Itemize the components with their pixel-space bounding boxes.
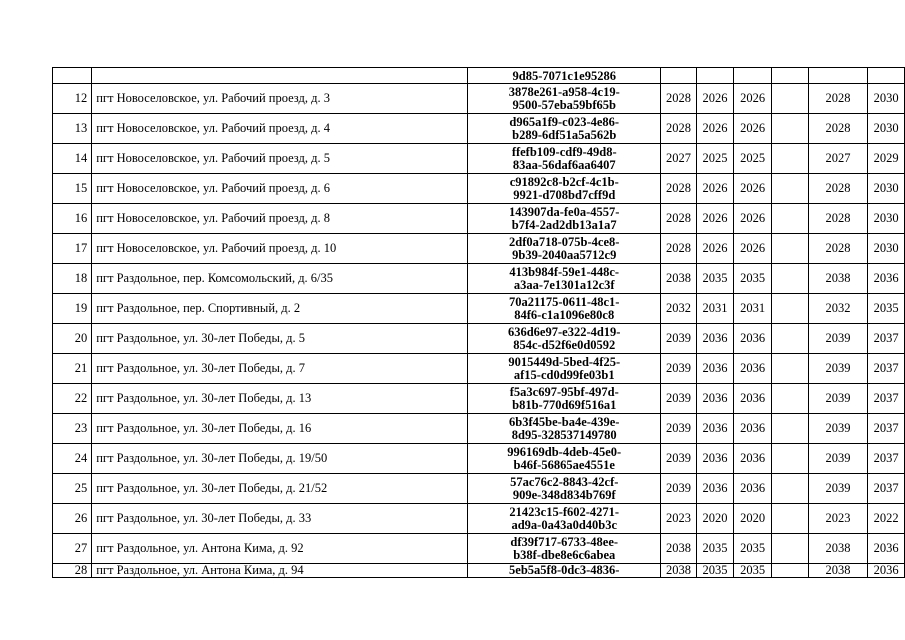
address-cell: пгт Новоселовское, ул. Рабочий проезд, д. 8 [92, 204, 468, 234]
year-cell: 2036 [696, 414, 734, 444]
guid-line-1: 57ac76c2-8843-42cf- [510, 474, 619, 489]
guid-line-2: b46f-56865ae4551e [513, 457, 615, 472]
year-cell: 2036 [868, 264, 905, 294]
guid-cell [468, 234, 661, 264]
row-number-cell: 24 [53, 444, 92, 474]
year-cell [771, 324, 808, 354]
guid-cell [468, 444, 661, 474]
address-cell: пгт Раздольное, ул. Антона Кима, д. 92 [92, 534, 468, 564]
table-row [53, 294, 905, 324]
year-cell: 2035 [868, 294, 905, 324]
year-cell: 2028 [808, 234, 868, 264]
year-cell: 2039 [661, 414, 697, 444]
guid-line-1: c91892c8-b2cf-4c1b- [509, 174, 619, 189]
address-cell: пгт Раздольное, пер. Комсомольский, д. 6/35 [92, 264, 468, 294]
row-number-cell: 25 [53, 474, 92, 504]
guid-line-1: 143907da-fe0a-4557- [509, 204, 620, 219]
address-cell: пгт Новоселовское, ул. Рабочий проезд, д. 4 [92, 114, 468, 144]
guid-line-1: 636d6e97-e322-4d19- [507, 324, 621, 339]
address-cell: пгт Новоселовское, ул. Рабочий проезд, д. 10 [92, 234, 468, 264]
year-cell: 2026 [696, 114, 734, 144]
year-cell: 2036 [696, 474, 734, 504]
year-cell: 2036 [868, 534, 905, 564]
year-cell: 2039 [808, 444, 868, 474]
guid-line-1: 996169db-4deb-45e0- [507, 444, 622, 459]
address-cell: пгт Раздольное, ул. 30-лет Победы, д. 16 [92, 414, 468, 444]
row-number-cell: 13 [53, 114, 92, 144]
year-cell [661, 68, 697, 84]
table-row [53, 114, 905, 144]
year-cell: 2030 [868, 84, 905, 114]
address-cell: пгт Новоселовское, ул. Рабочий проезд, д. 6 [92, 174, 468, 204]
address-cell: пгт Раздольное, ул. 30-лет Победы, д. 33 [92, 504, 468, 534]
year-cell: 2026 [696, 234, 734, 264]
year-cell: 2026 [734, 234, 772, 264]
guid-line-2: 84f6-c1a1096e80c8 [514, 307, 615, 322]
guid-line-2: a3aa-7e1301a12c3f [513, 277, 615, 292]
year-cell: 2027 [661, 144, 697, 174]
row-number-cell: 21 [53, 354, 92, 384]
guid-line-1: 6b3f45be-ba4e-439e- [509, 414, 620, 429]
table-row [53, 84, 905, 114]
year-cell: 2028 [661, 204, 697, 234]
year-cell [771, 384, 808, 414]
address-cell: пгт Новоселовское, ул. Рабочий проезд, д. 3 [92, 84, 468, 114]
year-cell [771, 204, 808, 234]
year-cell: 2036 [696, 384, 734, 414]
year-cell: 2037 [868, 474, 905, 504]
year-cell: 2023 [661, 504, 697, 534]
guid-cell [468, 294, 661, 324]
row-number-cell [53, 68, 92, 84]
year-cell [771, 534, 808, 564]
year-cell: 2036 [734, 414, 772, 444]
guid-line-2: ad9a-0a43a0d40b3c [511, 517, 618, 532]
row-number-cell: 19 [53, 294, 92, 324]
table-row [53, 204, 905, 234]
year-cell: 2035 [734, 534, 772, 564]
year-cell: 2035 [734, 564, 772, 578]
year-cell: 2026 [696, 174, 734, 204]
year-cell: 2036 [868, 564, 905, 578]
address-cell: пгт Раздольное, ул. 30-лет Победы, д. 21/52 [92, 474, 468, 504]
year-cell: 2030 [868, 234, 905, 264]
row-number-cell: 15 [53, 174, 92, 204]
document-table [52, 67, 905, 578]
table-row [53, 234, 905, 264]
year-cell: 2032 [661, 294, 697, 324]
guid-line-1: 21423c15-f602-4271- [509, 504, 620, 519]
year-cell: 2031 [696, 294, 734, 324]
guid-line-2: b289-6df51a5a562b [512, 127, 617, 142]
guid-cell: 9d85-7071c1e95286 [468, 68, 661, 84]
year-cell: 2037 [868, 324, 905, 354]
year-cell: 2028 [808, 114, 868, 144]
year-cell: 2038 [808, 264, 868, 294]
guid-cell [468, 324, 661, 354]
year-cell [771, 264, 808, 294]
guid-line-1: f5a3c697-95bf-497d- [509, 384, 619, 399]
year-cell: 2028 [808, 174, 868, 204]
table-row [53, 144, 905, 174]
address-cell: пгт Раздольное, ул. 30-лет Победы, д. 19/50 [92, 444, 468, 474]
year-cell: 2039 [808, 384, 868, 414]
table-row-continued [53, 68, 905, 84]
year-cell: 2038 [808, 534, 868, 564]
year-cell: 2037 [868, 414, 905, 444]
year-cell: 2026 [696, 84, 734, 114]
year-cell: 2028 [661, 234, 697, 264]
row-number-cell: 16 [53, 204, 92, 234]
year-cell: 2036 [696, 444, 734, 474]
guid-line-1: 413b984f-59e1-448c- [509, 264, 620, 279]
year-cell: 2028 [661, 174, 697, 204]
guid-cell [468, 264, 661, 294]
table-row [53, 534, 905, 564]
guid-line-1: 2df0a718-075b-4ce8- [509, 234, 620, 249]
guid-line-1: 70a21175-0611-48c1- [509, 294, 620, 309]
address-cell: пгт Новоселовское, ул. Рабочий проезд, д. 5 [92, 144, 468, 174]
guid-cell [468, 354, 661, 384]
year-cell [771, 234, 808, 264]
year-cell [771, 474, 808, 504]
year-cell [771, 144, 808, 174]
guid-line-2: b81b-770d69f516a1 [512, 397, 617, 412]
year-cell [734, 68, 772, 84]
year-cell [771, 504, 808, 534]
row-number-cell: 28 [53, 564, 92, 578]
year-cell: 2036 [734, 474, 772, 504]
year-cell: 2039 [661, 474, 697, 504]
year-cell [771, 174, 808, 204]
guid-line-2: 854c-d52f6e0d0592 [513, 337, 616, 352]
year-cell: 2037 [868, 444, 905, 474]
year-cell: 2035 [696, 564, 734, 578]
year-cell: 2020 [734, 504, 772, 534]
year-cell: 2028 [808, 204, 868, 234]
year-cell: 2026 [734, 84, 772, 114]
table-row [53, 504, 905, 534]
table-row [53, 564, 905, 578]
year-cell: 2037 [868, 384, 905, 414]
year-cell: 2035 [696, 264, 734, 294]
year-cell [696, 68, 734, 84]
year-cell: 2026 [734, 114, 772, 144]
year-cell: 2039 [808, 324, 868, 354]
year-cell [771, 68, 808, 84]
row-number-cell: 27 [53, 534, 92, 564]
address-cell [92, 68, 468, 84]
guid-cell [468, 204, 661, 234]
year-cell: 2025 [734, 144, 772, 174]
year-cell: 2028 [661, 114, 697, 144]
year-cell: 2020 [696, 504, 734, 534]
guid-line-2: 9921-d708bd7cff9d [513, 187, 616, 202]
address-cell: пгт Раздольное, ул. 30-лет Победы, д. 5 [92, 324, 468, 354]
year-cell [771, 414, 808, 444]
year-cell: 2031 [734, 294, 772, 324]
guid-line-1: 5eb5a5f8-0dc3-4836- [509, 563, 620, 577]
table-row [53, 414, 905, 444]
year-cell: 2025 [696, 144, 734, 174]
year-cell: 2039 [808, 474, 868, 504]
year-cell: 2038 [808, 564, 868, 578]
year-cell: 2026 [734, 174, 772, 204]
year-cell [771, 354, 808, 384]
year-cell: 2036 [734, 384, 772, 414]
guid-cell [468, 384, 661, 414]
year-cell [771, 114, 808, 144]
year-cell: 2035 [734, 264, 772, 294]
year-cell [771, 294, 808, 324]
address-cell: пгт Раздольное, ул. Антона Кима, д. 94 [92, 564, 468, 578]
guid-cell [468, 504, 661, 534]
guid-line-1: ffefb109-cdf9-49d8- [511, 144, 617, 159]
guid-line-2: af15-cd0d99fe03b1 [513, 367, 615, 382]
guid-line-2: 9500-57eba59bf65b [512, 97, 616, 112]
address-cell: пгт Раздольное, пер. Спортивный, д. 2 [92, 294, 468, 324]
year-cell: 2026 [696, 204, 734, 234]
row-number-cell: 20 [53, 324, 92, 354]
year-cell: 2039 [661, 444, 697, 474]
year-cell: 2023 [808, 504, 868, 534]
year-cell: 2039 [808, 354, 868, 384]
year-cell: 2028 [661, 84, 697, 114]
year-cell: 2028 [808, 84, 868, 114]
guid-line-2: 83aa-56daf6aa6407 [512, 157, 616, 172]
guid-cell [468, 144, 661, 174]
table-row [53, 384, 905, 414]
year-cell [771, 84, 808, 114]
year-cell: 2036 [734, 444, 772, 474]
guid-line-2: b38f-dbe8e6c6abea [513, 547, 616, 562]
year-cell: 2038 [661, 534, 697, 564]
table-row [53, 264, 905, 294]
year-cell: 2039 [661, 354, 697, 384]
guid-line-2: 8d95-328537149780 [511, 427, 617, 442]
year-cell: 2029 [868, 144, 905, 174]
year-cell: 2038 [661, 264, 697, 294]
table-row [53, 354, 905, 384]
row-number-cell: 12 [53, 84, 92, 114]
guid-cell [468, 114, 661, 144]
year-cell: 2035 [696, 534, 734, 564]
year-cell: 2022 [868, 504, 905, 534]
address-cell: пгт Раздольное, ул. 30-лет Победы, д. 13 [92, 384, 468, 414]
guid-cell [468, 84, 661, 114]
year-cell: 2036 [734, 354, 772, 384]
table-row [53, 474, 905, 504]
year-cell: 2037 [868, 354, 905, 384]
guid-cell [468, 414, 661, 444]
year-cell: 2026 [734, 204, 772, 234]
year-cell: 2039 [661, 384, 697, 414]
year-cell: 2038 [661, 564, 697, 578]
guid-cell [468, 534, 661, 564]
guid-line-2: b7f4-2ad2db13a1a7 [511, 217, 617, 232]
guid-cell [468, 564, 661, 578]
year-cell: 2036 [734, 324, 772, 354]
year-cell: 2039 [808, 414, 868, 444]
year-cell: 2036 [696, 354, 734, 384]
year-cell: 2030 [868, 174, 905, 204]
guid-line-1: d965a1f9-c023-4e86- [509, 114, 620, 129]
address-cell: пгт Раздольное, ул. 30-лет Победы, д. 7 [92, 354, 468, 384]
row-number-cell: 23 [53, 414, 92, 444]
guid-cell [468, 174, 661, 204]
guid-line-1: 3878e261-a958-4c19- [508, 84, 620, 99]
year-cell: 2030 [868, 114, 905, 144]
row-number-cell: 18 [53, 264, 92, 294]
year-cell [808, 68, 868, 84]
guid-line-1: 9015449d-5bed-4f25- [508, 354, 621, 369]
guid-line-2: 9b39-2040aa5712c9 [512, 247, 617, 262]
row-number-cell: 22 [53, 384, 92, 414]
year-cell: 2027 [808, 144, 868, 174]
year-cell: 2039 [661, 324, 697, 354]
row-number-cell: 17 [53, 234, 92, 264]
table-row [53, 174, 905, 204]
row-number-cell: 26 [53, 504, 92, 534]
guid-line-1: df39f717-6733-48ee- [510, 534, 619, 549]
guid-cell [468, 474, 661, 504]
year-cell [771, 564, 808, 578]
year-cell: 2032 [808, 294, 868, 324]
year-cell [771, 444, 808, 474]
row-number-cell: 14 [53, 144, 92, 174]
table-row [53, 324, 905, 354]
table-row [53, 444, 905, 474]
year-cell: 2036 [696, 324, 734, 354]
year-cell [868, 68, 905, 84]
year-cell: 2030 [868, 204, 905, 234]
guid-line-2: 909e-348d834b769f [512, 487, 616, 502]
